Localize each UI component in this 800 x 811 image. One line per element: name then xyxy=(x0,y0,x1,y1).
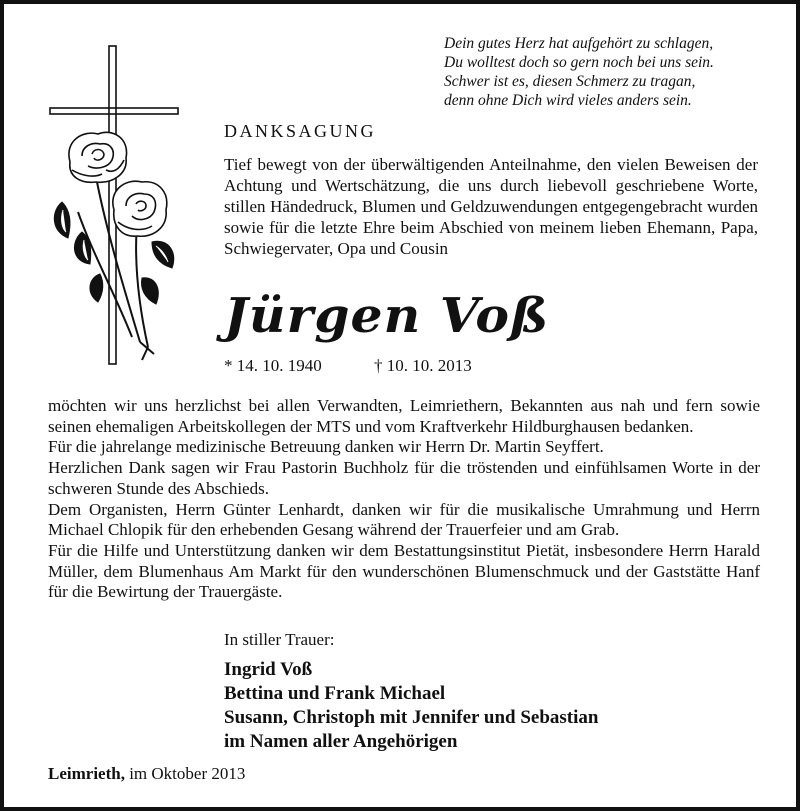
notice-heading: DANKSAGUNG xyxy=(224,121,377,141)
poem-line: Dein gutes Herz hat aufgehört zu schlagen, xyxy=(444,35,714,52)
deceased-name: Jürgen Voß xyxy=(224,288,550,344)
memorial-poem xyxy=(444,34,784,110)
signatory-line: Ingrid Voß xyxy=(224,659,313,680)
thanks-body xyxy=(48,396,760,603)
cross-with-roses-icon xyxy=(42,42,192,372)
signatory-line: im Namen aller Angehörigen xyxy=(224,731,458,752)
poem-line: Du wolltest doch so gern noch bei uns sein. xyxy=(444,54,714,71)
body-paragraph: Für die jahrelange medizinische Betreuung danken wir Herrn Dr. Martin Seyffert. xyxy=(48,437,604,457)
body-paragraph: Dem Organisten, Herrn Günter Lenhardt, danken wir für die musikalische Umrahmung und Herrn Michael Chlopik für den erhebenden Gesang während der Trauerfeier und am Grab. xyxy=(48,499,760,540)
body-paragraph: Für die Hilfe und Unterstützung danken wir dem Bestattungsinstitut Pietät, insbesondere Herrn Harald Müller, dem Blumenhaus Am Markt für den wunderschönen Blumenschmuck und der Gaststätte Hanf für die Bewirtung der Trauergäste. xyxy=(48,540,760,602)
life-dates xyxy=(224,356,472,376)
date-text: im Oktober 2013 xyxy=(129,764,246,783)
death-date: † 10. 10. 2013 xyxy=(374,356,472,375)
birth-date: * 14. 10. 1940 xyxy=(224,356,322,375)
place: Leimrieth, xyxy=(48,764,125,783)
poem-line: Schwer ist es, diesen Schmerz zu tragan, xyxy=(444,73,696,90)
body-paragraph: Herzlichen Dank sagen wir Frau Pastorin Buchholz für die tröstenden und einfühlsamen Worte in der schweren Stunde des Abschieds. xyxy=(48,458,760,498)
body-paragraph: möchten wir uns herzlichst bei allen Verwandten, Leimriethern, Bekannten aus nah und fern sowie seinen ehemaligen Arbeitskollegen der MTS und vom Kraftverkehr Hildburghausen bedanken. xyxy=(48,396,760,436)
place-and-date xyxy=(48,764,245,784)
signatories xyxy=(224,658,598,754)
signatory-line: Susann, Christoph mit Jennifer und Sebastian xyxy=(224,707,599,728)
poem-line: denn ohne Dich wird vieles anders sein. xyxy=(444,92,692,109)
signatory-line: Bettina und Frank Michael xyxy=(224,683,446,704)
mourning-label: In stiller Trauer: xyxy=(224,630,335,649)
intro-paragraph: Tief bewegt von der überwältigenden Anteilnahme, den vielen Beweisen der Achtung und Wertschätzung, die uns durch liebevoll geschriebene Worte, stillen Händedruck, Blumen und Geldzuwendungen entgegengebracht wurden sowie für die letzte Ehre beim Abschied von meinem lieben Ehemann, Papa, Schwiegervater, Opa und Cousin xyxy=(224,155,758,258)
